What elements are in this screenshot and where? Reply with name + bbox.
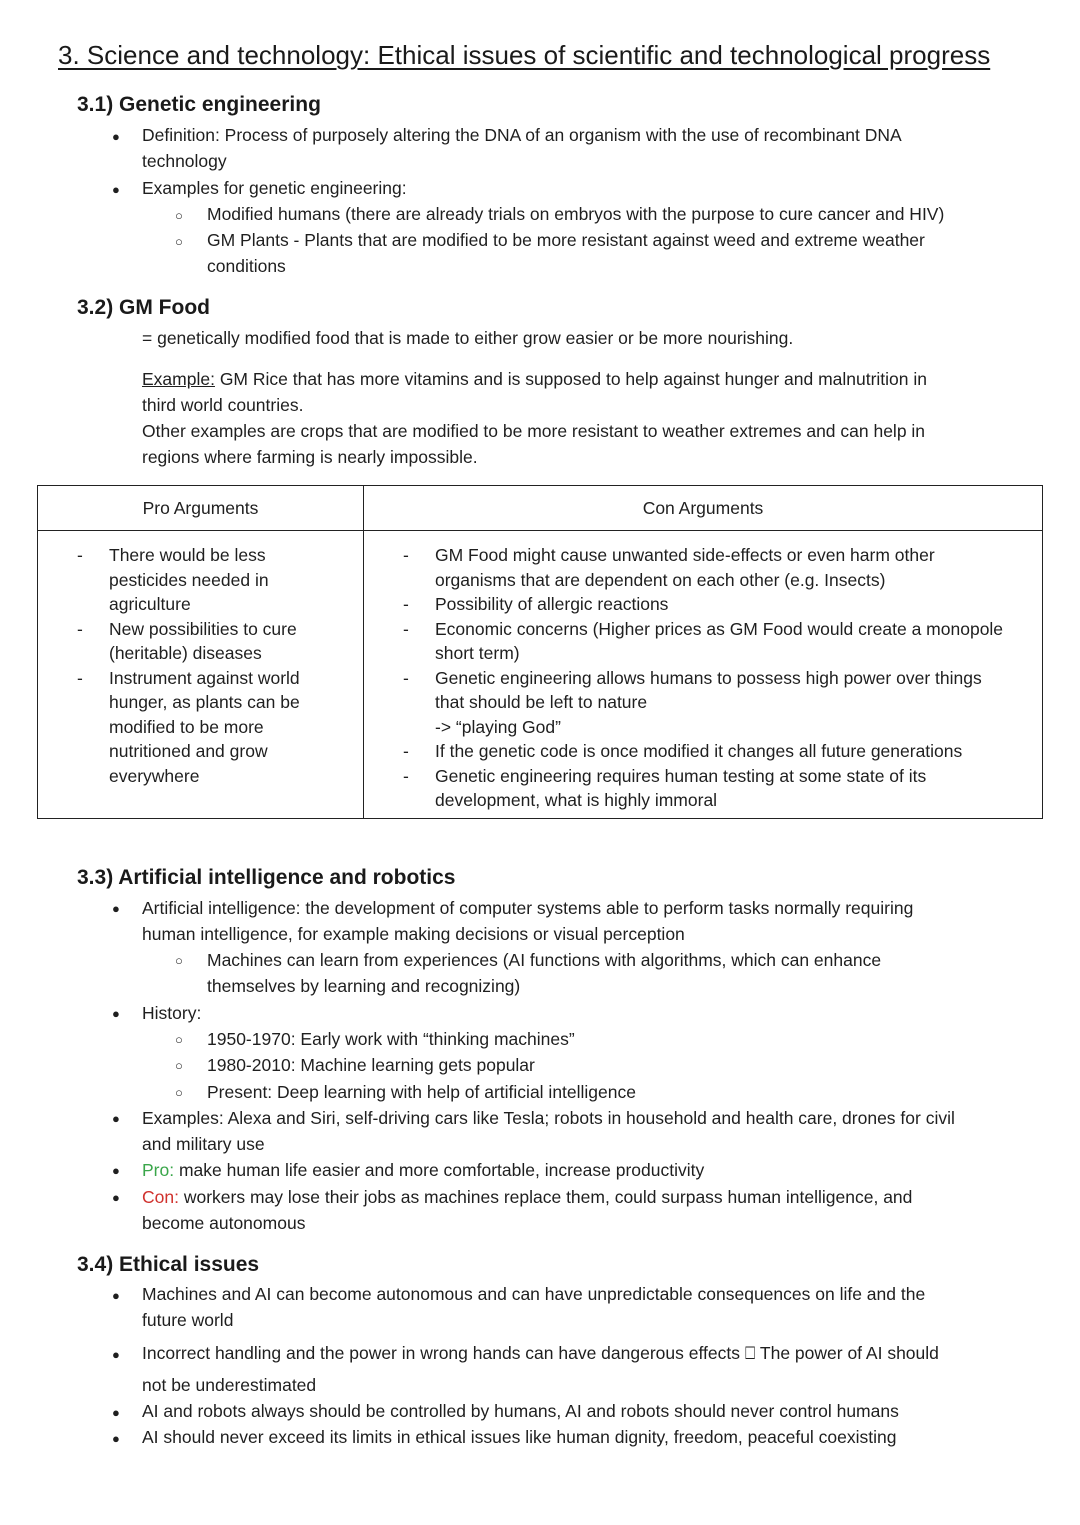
pro-argument-line: agriculture — [109, 594, 191, 614]
pro-text: make human life easier and more comfortable, increase productivity — [174, 1160, 705, 1180]
con-arguments-cell — [364, 531, 1043, 819]
pro-argument-line: nutritioned and grow — [109, 741, 268, 761]
section-heading-genetic-engineering: 3.1) Genetic engineering — [77, 93, 321, 116]
pro-argument-line: hunger, as plants can be — [109, 692, 300, 712]
bullet-icon: ● — [112, 1006, 120, 1021]
bullet-icon: ● — [112, 1190, 120, 1205]
definition-line-1: Definition: Process of purposely altering the DNA of an organism with the use of recombinant DNA — [142, 125, 902, 145]
section-heading-ai-robotics: 3.3) Artificial intelligence and robotics — [77, 866, 456, 889]
gm-food-definition: = genetically modified food that is made to either grow easier or be more nourishing. — [142, 328, 794, 348]
pro-label: Pro: — [142, 1160, 175, 1180]
con-arguments-header — [364, 486, 1043, 531]
dash-bullet-icon: - — [403, 545, 409, 565]
circle-bullet-icon: ○ — [175, 1058, 183, 1073]
circle-bullet-icon: ○ — [175, 234, 183, 249]
pro-argument-item — [34, 543, 363, 617]
bullet-icon: ● — [112, 1111, 120, 1126]
bullet-icon: ● — [112, 1405, 120, 1420]
example-modified-humans: Modified humans (there are already trials on embryos with the purpose to cure cancer and HIV) — [207, 204, 945, 224]
con-argument-line: GM Food might cause unwanted side-effects or even harm other — [435, 545, 935, 565]
ai-pro-line — [142, 1157, 704, 1183]
con-argument-line: that should be left to nature — [435, 692, 648, 712]
bullet-icon: ● — [112, 1163, 120, 1178]
ethics-bullet-3: AI and robots always should be controlled by humans, AI and robots should never control humans — [142, 1401, 899, 1421]
pro-argument-line: modified to be more — [109, 716, 264, 737]
gm-food-example-line-1 — [142, 366, 927, 392]
arguments-table — [37, 485, 1043, 819]
ethics-bullet-2-line-1: Incorrect handling and the power in wrong hands can have dangerous effects ⎕ The power of AI should — [142, 1343, 939, 1363]
pro-argument-line: (heritable) diseases — [109, 643, 262, 663]
circle-bullet-icon: ○ — [175, 1032, 183, 1047]
con-argument-item — [360, 592, 1042, 617]
history-item-2: 1980-2010: Machine learning gets popular — [207, 1055, 535, 1075]
history-item-3: Present: Deep learning with help of artificial intelligence — [207, 1082, 636, 1102]
bullet-icon: ● — [112, 1347, 120, 1362]
pro-arguments-cell — [38, 531, 364, 819]
bullet-icon: ● — [112, 182, 120, 197]
ai-con-line-1 — [142, 1184, 912, 1210]
machine-learning-line-2: themselves by learning and recognizing) — [207, 976, 521, 996]
con-arguments-header-label: Con Arguments — [642, 497, 764, 518]
pro-argument-line: New possibilities to cure — [109, 618, 297, 639]
dash-bullet-icon: - — [77, 618, 83, 639]
con-argument-line: development, what is highly immoral — [435, 790, 718, 810]
pro-argument-line: There would be less — [109, 545, 266, 565]
con-argument-item — [360, 617, 1042, 666]
dash-bullet-icon: - — [403, 765, 409, 786]
example-gm-plants-line-1: GM Plants - Plants that are modified to be more resistant against weed and extreme weather — [207, 230, 925, 250]
pro-argument-line: Instrument against world — [109, 667, 300, 688]
con-argument-item — [360, 543, 1042, 592]
bullet-icon: ● — [112, 1288, 120, 1303]
gm-food-other-line-2: regions where farming is nearly impossible. — [142, 447, 478, 467]
con-argument-item — [360, 666, 1042, 740]
dash-bullet-icon: - — [403, 618, 409, 639]
pro-arguments-header-label: Pro Arguments — [142, 497, 259, 518]
history-item-1: 1950-1970: Early work with “thinking machines” — [207, 1029, 575, 1049]
pro-argument-line: everywhere — [109, 765, 200, 786]
dash-bullet-icon: - — [403, 741, 409, 761]
ethics-bullet-4: AI should never exceed its limits in ethical issues like human dignity, freedom, peaceful coexisting — [142, 1427, 897, 1447]
machine-learning-line-1: Machines can learn from experiences (AI functions with algorithms, which can enhance — [207, 950, 882, 970]
definition-line-2: technology — [142, 151, 227, 171]
ai-examples-line-1: Examples: Alexa and Siri, self-driving cars like Tesla; robots in household and health care, drones for civil — [142, 1108, 955, 1128]
example-gm-plants-line-2: conditions — [207, 256, 286, 276]
ai-examples-line-2: and military use — [142, 1134, 265, 1154]
con-argument-line: -> “playing God” — [435, 716, 561, 737]
con-argument-line: organisms that are dependent on each other (e.g. Insects) — [435, 569, 886, 590]
con-argument-line: short term) — [435, 643, 520, 663]
ai-definition-line-2: human intelligence, for example making decisions or visual perception — [142, 924, 685, 944]
circle-bullet-icon: ○ — [175, 208, 183, 223]
ai-con-line-2: become autonomous — [142, 1213, 306, 1233]
circle-bullet-icon: ○ — [175, 953, 183, 968]
con-text: workers may lose their jobs as machines replace them, could surpass human intelligence, and — [178, 1187, 913, 1207]
bullet-icon: ● — [112, 129, 120, 144]
history-label: History: — [142, 1003, 202, 1023]
gm-food-other-line-1: Other examples are crops that are modified to be more resistant to weather extremes and can help in — [142, 421, 926, 441]
dash-bullet-icon: - — [403, 594, 409, 614]
ai-definition-line-1: Artificial intelligence: the development of computer systems able to perform tasks normally requiring — [142, 898, 914, 918]
example-text: GM Rice that has more vitamins and is supposed to help against hunger and malnutrition in — [214, 369, 928, 389]
bullet-icon: ● — [112, 1431, 120, 1446]
con-argument-line: Genetic engineering requires human testing at some state of its — [435, 765, 927, 786]
pro-argument-item — [34, 617, 363, 666]
ethics-bullet-2-line-2: not be underestimated — [142, 1375, 317, 1395]
section-heading-ethical-issues: 3.4) Ethical issues — [77, 1253, 260, 1276]
section-heading-gm-food: 3.2) GM Food — [77, 296, 210, 319]
gm-food-example-line-2: third world countries. — [142, 395, 304, 415]
dash-bullet-icon: - — [77, 667, 83, 688]
circle-bullet-icon: ○ — [175, 1085, 183, 1100]
pro-argument-line: pesticides needed in — [109, 569, 269, 590]
page-title: 3. Science and technology: Ethical issues of scientific and technological progress — [58, 40, 991, 70]
pro-arguments-header — [38, 486, 364, 531]
con-label: Con: — [142, 1187, 179, 1207]
con-argument-line: If the genetic code is once modified it changes all future generations — [435, 741, 963, 761]
con-argument-item — [360, 739, 1042, 764]
con-argument-item — [360, 764, 1042, 813]
example-label: Example: — [142, 369, 215, 389]
con-argument-line: Genetic engineering allows humans to possess high power over things — [435, 667, 982, 688]
con-argument-line: Economic concerns (Higher prices as GM Food would create a monopole — [435, 618, 1004, 639]
con-argument-line: Possibility of allergic reactions — [435, 594, 669, 614]
ethics-bullet-1-line-1: Machines and AI can become autonomous and can have unpredictable consequences on life and the — [142, 1284, 926, 1304]
ethics-bullet-1-line-2: future world — [142, 1310, 234, 1330]
bullet-icon: ● — [112, 901, 120, 916]
dash-bullet-icon: - — [77, 545, 83, 565]
pro-argument-item — [34, 666, 363, 789]
dash-bullet-icon: - — [403, 667, 409, 688]
examples-label: Examples for genetic engineering: — [142, 178, 407, 198]
